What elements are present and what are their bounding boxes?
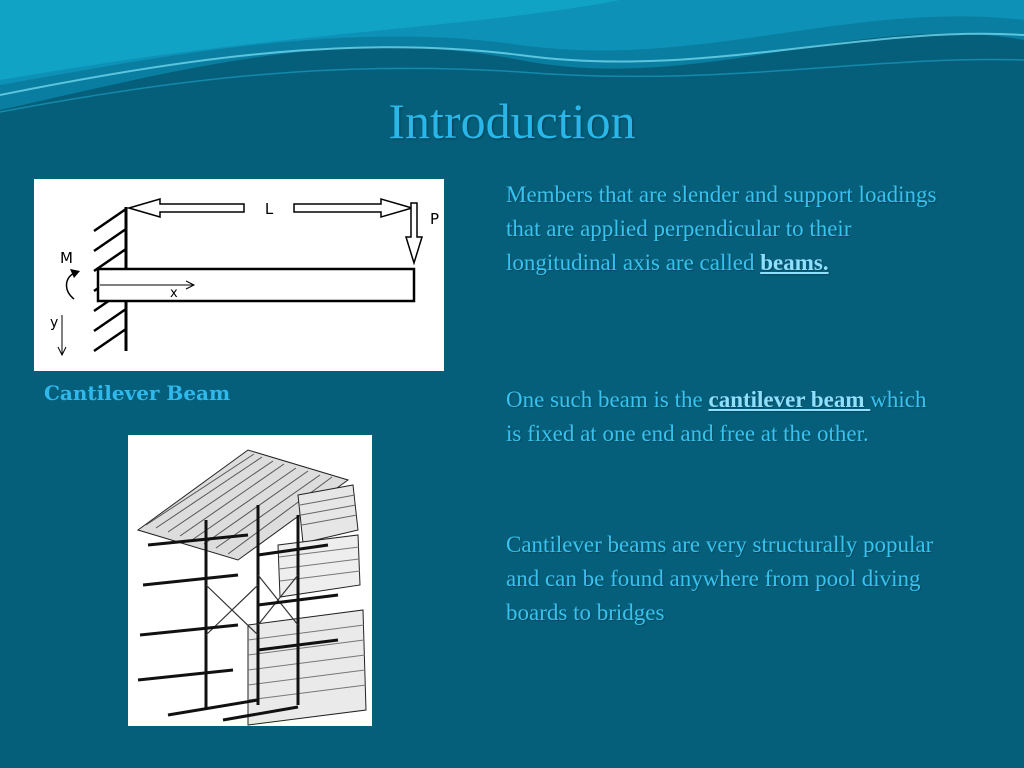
paragraph-beams-definition [506, 178, 946, 280]
figure-caption: Cantilever Beam [44, 381, 231, 405]
moment-label: M [60, 249, 73, 267]
p2-text-b: which is fixed at one end and free at the other. [506, 387, 927, 446]
load-label: P [430, 210, 440, 228]
p1-text: Members that are slender and support loadings that are applied perpendicular to their longitudinal axis are called [506, 182, 937, 275]
term-cantilever-beam: cantilever beam [708, 387, 871, 412]
p2-text-a: One such beam is the [506, 387, 709, 412]
length-label: L [264, 200, 274, 218]
cantilever-beam-diagram [34, 179, 444, 371]
term-beams: beams. [760, 250, 829, 275]
x-axis-label: x [170, 286, 178, 301]
paragraph-cantilever-definition [506, 383, 946, 451]
cantilever-rack-illustration [128, 435, 372, 726]
y-axis-label: y [50, 315, 59, 331]
paragraph-cantilever-uses: Cantilever beams are very structurally popular and can be found anywhere from pool diving boards to bridges [506, 532, 934, 625]
slide-title: Introduction [388, 93, 636, 149]
